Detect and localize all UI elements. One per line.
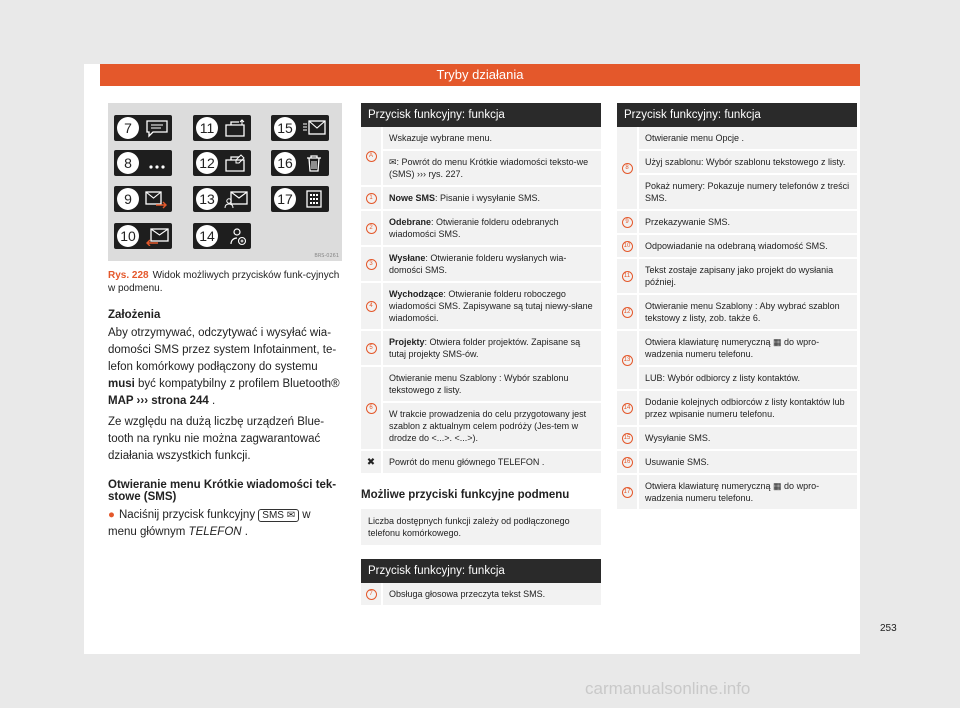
cell-bold: Nowe SMS — [389, 193, 436, 203]
text-span: . — [208, 395, 216, 407]
table-row — [361, 367, 601, 451]
cell-text: Usuwanie SMS. — [637, 451, 857, 473]
cell-text: W trakcie prowadzenia do celu przygotowany jest szablon z aktualnym celem podróży (Jes-tem w drodze do <...>. <...>). — [381, 401, 601, 449]
table-row — [617, 391, 857, 427]
cell-text: Wysyłanie SMS. — [637, 427, 857, 449]
marker-badge: 7 — [366, 589, 377, 600]
marker-badge: 15 — [622, 433, 633, 444]
section-header: Tryby działania — [100, 64, 860, 86]
page-number: 253 — [880, 623, 897, 634]
map-link[interactable]: MAP ››› strona 244 — [108, 395, 209, 407]
figure-code: BRS-0261 — [314, 253, 339, 259]
cell-bold: Wysłane — [389, 253, 426, 263]
folder-draft-icon — [223, 153, 249, 173]
cell-text: Przekazywanie SMS. — [637, 211, 857, 233]
envelope-list-icon — [301, 118, 327, 138]
text-span: być kompatybilny z profilem Bluetooth® — [134, 378, 340, 390]
tile-14 — [193, 223, 251, 249]
cell-text: Wskazuje wybrane menu. — [381, 127, 601, 149]
caption-text: Widok możliwych przycisków funk-cyjnych w podmenu. — [108, 270, 340, 294]
heading-submenu-buttons: Możliwe przyciski funkcyjne podmenu — [361, 489, 570, 501]
tile-17 — [271, 186, 329, 212]
table-row — [361, 247, 601, 283]
tile-number: 12 — [196, 152, 218, 174]
tile-15 — [271, 115, 329, 141]
tile-number: 14 — [196, 225, 218, 247]
tile-8 — [114, 150, 172, 176]
tile-16 — [271, 150, 329, 176]
note-box: Liczba dostępnych funkcji zależy od podłączonego telefonu komórkowego. — [361, 509, 601, 545]
cell-bold: Odebrane — [389, 217, 432, 227]
text-span: Aby otrzymywać, odczytywać i wysyłać wia-domości SMS przez system Infotainment, te-lefon komórkowy podłączony do systemu — [108, 327, 337, 373]
tile-9 — [114, 186, 172, 212]
table-row — [361, 331, 601, 367]
tile-7 — [114, 115, 172, 141]
marker-badge: 6 — [366, 403, 377, 414]
heading-open-sms-menu: Otwieranie menu Krótkie wiadomości tek-stowe (SMS) — [108, 479, 337, 503]
cell-text: Otwiera klawiaturę numeryczną ▦ do wpro-wadzenia numeru telefonu. — [637, 331, 857, 365]
table-row — [361, 211, 601, 247]
keypad-icon — [301, 189, 327, 209]
tile-number: 16 — [274, 152, 296, 174]
text-span: Naciśnij przycisk funkcyjny — [118, 509, 259, 521]
tile-number: 17 — [274, 188, 296, 210]
cell-text: Odpowiadanie na odebraną wiadomość SMS. — [637, 235, 857, 257]
cell-text: Otwieranie menu Szablony : Aby wybrać szablon tekstowy z listy, zob. także 6. — [637, 295, 857, 329]
function-buttons-figure — [108, 103, 342, 261]
marker-badge: 4 — [366, 301, 377, 312]
cell-span: : Otwieranie folderu wysłanych wia-domości SMS. — [389, 253, 567, 275]
text-bold: musi — [108, 378, 135, 390]
table-row — [617, 475, 857, 511]
tile-number: 9 — [117, 188, 139, 210]
cell-text: Otwieranie menu Szablony : Wybór szablonu tekstowego z listy. — [381, 367, 601, 401]
marker-badge: 2 — [366, 223, 377, 234]
paragraph-instruction — [108, 507, 342, 541]
right-column — [617, 103, 857, 511]
text-span: w menu głównym — [108, 509, 311, 538]
cell-text — [381, 211, 601, 245]
folder-out-icon — [223, 118, 249, 138]
forward-icon — [144, 189, 170, 209]
table-row — [361, 127, 601, 187]
cell-bold: Wychodzące — [389, 289, 444, 299]
sms-key: SMS ✉ — [258, 509, 299, 522]
marker-badge: A — [366, 151, 377, 162]
tile-number: 15 — [274, 117, 296, 139]
figure-caption — [108, 269, 342, 295]
marker-badge: 13 — [622, 355, 633, 366]
table2-header: Przycisk funkcyjny: funkcja — [361, 559, 601, 583]
tile-number: 7 — [117, 117, 139, 139]
message-icon — [144, 118, 170, 138]
marker-badge: 16 — [622, 457, 633, 468]
cell-text — [381, 283, 601, 329]
table3-header: Przycisk funkcyjny: funkcja — [617, 103, 857, 127]
table-row — [617, 451, 857, 475]
marker-badge: 3 — [366, 259, 377, 270]
table-row — [361, 451, 601, 475]
middle-column — [361, 103, 601, 607]
cell-text: Otwieranie menu Opcje . — [637, 127, 857, 149]
marker-badge: 9 — [622, 217, 633, 228]
cell-span: : Otwieranie folderu roboczego wiadomości SMS. Zapisywane są tutaj niewy-słane wiadomości. — [389, 289, 593, 323]
cell-text: Dodanie kolejnych odbiorców z listy kontaktów lub przez wpisanie numeru telefonu. — [637, 391, 857, 425]
cell-text — [381, 247, 601, 281]
table-row — [361, 283, 601, 331]
menu-name: TELEFON — [188, 526, 242, 538]
marker-badge: 1 — [366, 193, 377, 204]
cell-text — [381, 187, 601, 209]
cell-text: Otwiera klawiaturę numeryczną ▦ do wpro-wadzenia numeru telefonu. — [637, 475, 857, 509]
cell-text: Pokaż numery: Pokazuje numery telefonów z treści SMS. — [637, 173, 857, 209]
cell-span: : Otwieranie folderu odebranych wiadomości SMS. — [389, 217, 559, 239]
cell-text: Powrót do menu głównego TELEFON . — [381, 451, 601, 473]
cell-text: Tekst zostaje zapisany jako projekt do wysłania później. — [637, 259, 857, 293]
marker-badge: 14 — [622, 403, 633, 414]
tile-number: 11 — [196, 117, 218, 139]
table-row — [361, 583, 601, 607]
tile-11 — [193, 115, 251, 141]
table-row — [617, 427, 857, 451]
table-row — [617, 127, 857, 211]
trash-icon — [301, 153, 327, 173]
marker-badge: 8 — [622, 163, 633, 174]
reply-icon — [223, 189, 249, 209]
tile-number: 13 — [196, 188, 218, 210]
left-column — [108, 103, 342, 541]
bullet-icon: ● — [108, 509, 115, 521]
tile-10 — [114, 223, 172, 249]
tile-13 — [193, 186, 251, 212]
more-icon — [144, 153, 170, 173]
cell-text: ✉: Powrót do menu Krótkie wiadomości teksto-we (SMS) ››› rys. 227. — [381, 149, 601, 185]
cell-bold: Projekty — [389, 337, 425, 347]
table-row — [617, 235, 857, 259]
table-row — [617, 331, 857, 391]
marker-badge: 11 — [622, 271, 633, 282]
tile-number: 10 — [117, 225, 139, 247]
cell-text: LUB: Wybór odbiorcy z listy kontaktów. — [637, 365, 857, 389]
heading-prerequisites: Założenia — [108, 309, 161, 321]
table-row — [617, 295, 857, 331]
marker-badge: 5 — [366, 343, 377, 354]
table-row — [361, 187, 601, 211]
paragraph-requirements — [108, 325, 342, 410]
text-span: . — [241, 526, 248, 538]
cell-span: : Otwiera folder projektów. Zapisane są tutaj projekty SMS-ów. — [389, 337, 581, 359]
cell-text: Użyj szablonu: Wybór szablonu tekstowego z listy. — [637, 149, 857, 173]
paragraph-compatibility: Ze względu na dużą liczbę urządzeń Blue-tooth na rynku nie można zagwarantować działania wszystkich funkcji. — [108, 416, 325, 462]
table1-header: Przycisk funkcyjny: funkcja — [361, 103, 601, 127]
watermark: carmanualsonline.info — [585, 679, 751, 698]
forward-mail-icon — [144, 226, 170, 246]
cell-text — [381, 331, 601, 365]
table-row — [617, 259, 857, 295]
figure-ref: Rys. 228 — [108, 270, 149, 281]
close-icon: ✖ — [366, 456, 376, 468]
cell-span: : Pisanie i wysyłanie SMS. — [435, 193, 541, 203]
tile-number: 8 — [117, 152, 139, 174]
marker-badge: 12 — [622, 307, 633, 318]
contact-add-icon — [223, 226, 249, 246]
marker-badge: 17 — [622, 487, 633, 498]
cell-text: Obsługa głosowa przeczyta tekst SMS. — [381, 583, 601, 605]
table-row — [617, 211, 857, 235]
marker-badge: 10 — [622, 241, 633, 252]
tile-12 — [193, 150, 251, 176]
